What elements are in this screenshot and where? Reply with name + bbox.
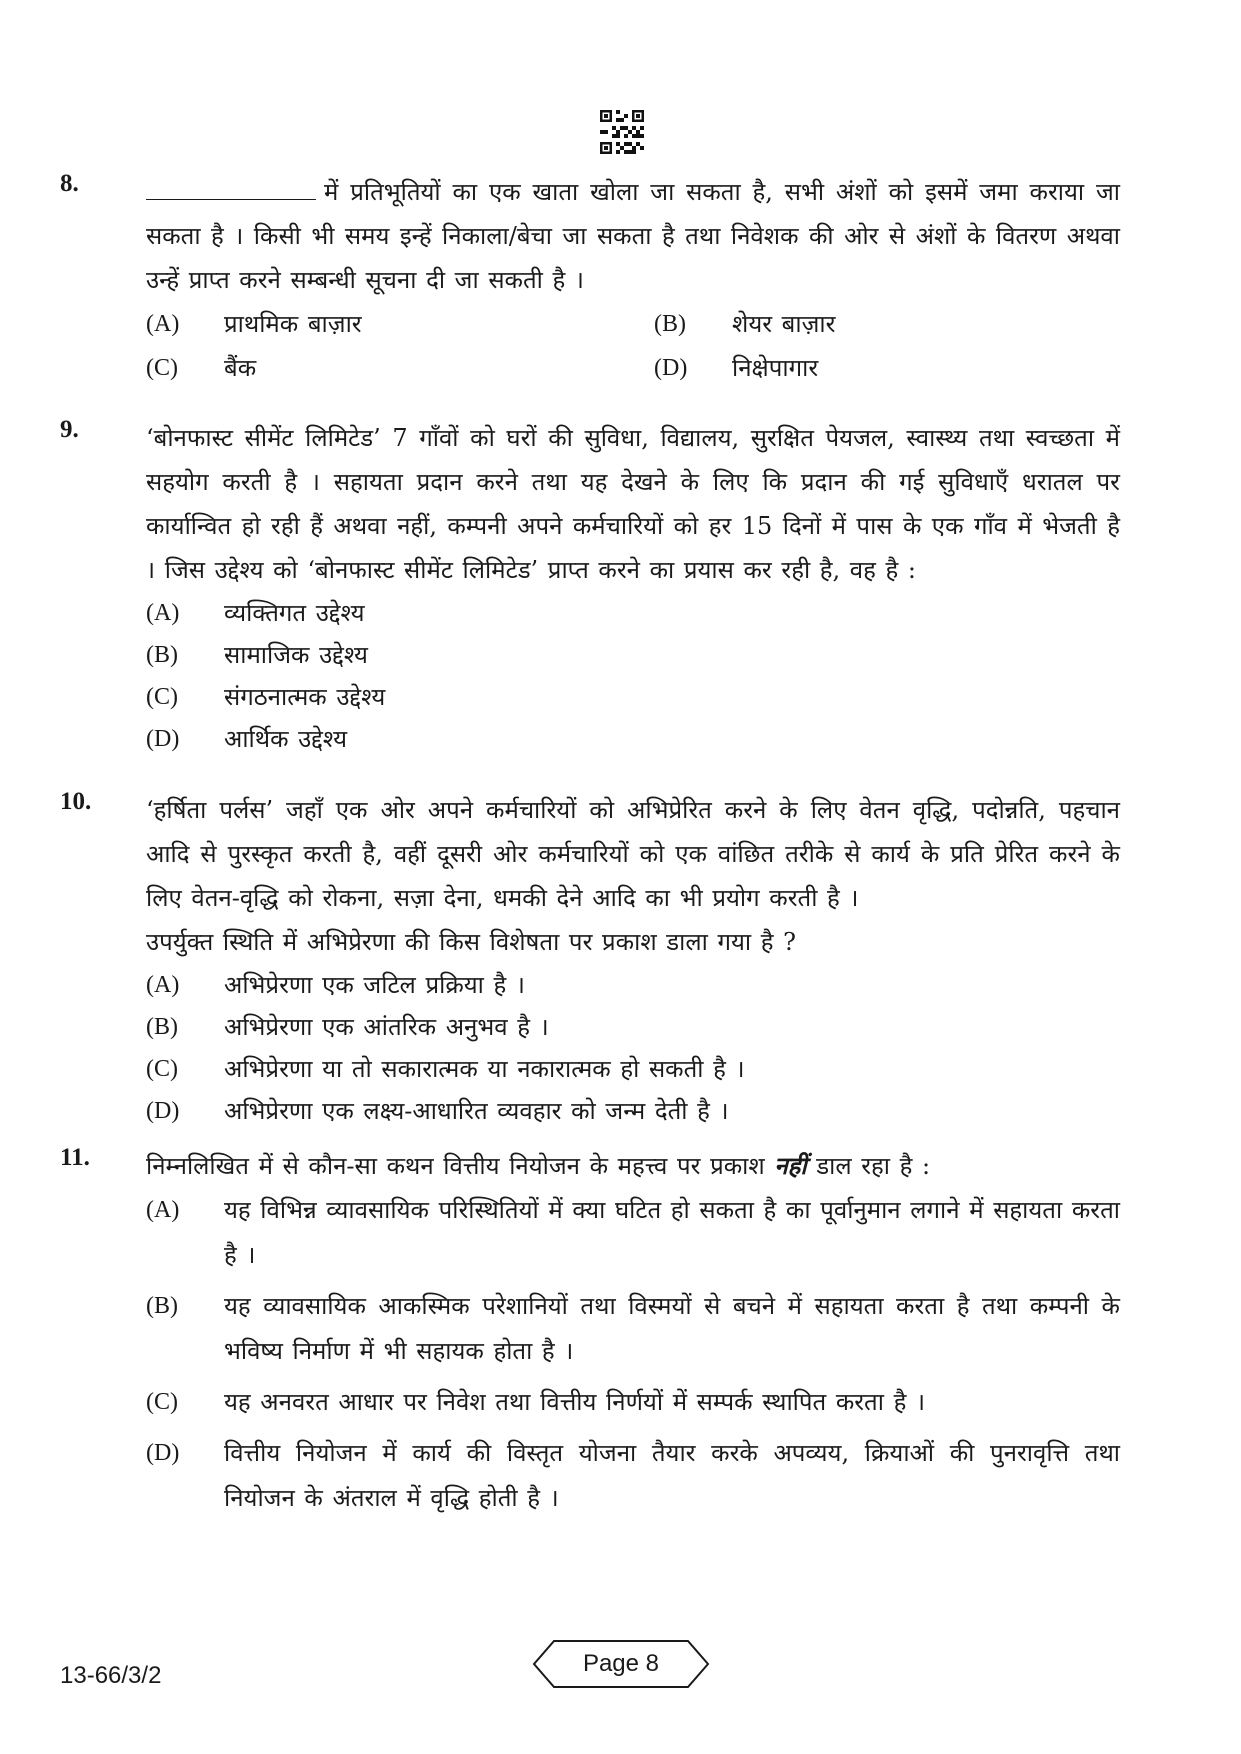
option-text: अभिप्रेरणा या तो सकारात्मक या नकारात्मक हो सकती है । [224,1055,745,1083]
page-label: Page 8 [582,1650,660,1677]
option-label: (A) [146,972,180,998]
option-a [146,302,654,346]
option-b [146,1284,1120,1374]
option-label: (D) [146,1440,180,1466]
option-b [146,1006,1120,1048]
option-a [146,1188,1120,1278]
question-text: निम्नलिखित में से कौन-सा कथन वित्तीय नियोजन के महत्त्व पर प्रकाश नहीं डाल रहा है : [146,1151,931,1180]
option-text: आर्थिक उद्देश्य [224,725,348,753]
option-d [654,346,1162,390]
question-11 [60,1144,1120,1521]
option-label: (D) [146,1098,180,1124]
options-list [146,1188,1120,1521]
option-text: प्राथमिक बाज़ार [224,310,362,338]
option-c [146,346,654,390]
question-content [60,170,1120,1527]
option-c [146,1048,1120,1090]
option-text: व्यक्तिगत उद्देश्य [224,599,365,627]
option-label: (D) [654,355,688,381]
question-text: ‘बोनफास्ट सीमेंट लिमिटेड’ 7 गाँवों को घरों की सुविधा, विद्यालय, सुरक्षित पेयजल, स्वास्थ्य तथा स्वच्छता में सहयोग करती है । सहायता प्रदान करने तथा यह देखने के लिए कि प्रदान की गई सुविधाएँ धरातल पर कार्यान्वित हो रही हैं अथवा नहीं, कम्पनी अपने कर्मचारियों को हर 15 दिनों में पास के एक गाँव में भेजती है । जिस उद्देश्य को ‘बोनफास्ट सीमेंट लिमिटेड’ प्राप्त करने का प्रयास कर रही है, वह है : [146,424,1120,584]
qr-code-icon [600,110,644,154]
option-b [654,302,1162,346]
option-c [146,1380,1120,1425]
question-number: 8. [60,170,79,197]
options-list [146,592,1120,760]
option-text: अभिप्रेरणा एक आंतरिक अनुभव है । [224,1013,549,1041]
option-d [146,1090,1120,1132]
option-label: (D) [146,726,180,752]
option-text: यह व्यावसायिक आकस्मिक परेशानियों तथा विस्मयों से बचने में सहायता करता है तथा कम्पनी के भविष्य निर्माण में भी सहायक होता है । [224,1292,1120,1365]
question-text: में प्रतिभूतियों का एक खाता खोला जा सकता है, सभी अंशों को इसमें जमा कराया जा सकता है । किसी भी समय इन्हें निकाला/बेचा जा सकता है तथा निवेशक की ओर से अंशों के वितरण अथवा उन्हें प्राप्त करने सम्बन्धी सूचना दी जा सकती है । [146,170,1120,302]
option-label: (C) [146,355,178,381]
option-label: (B) [146,1293,178,1319]
options-grid [146,302,1120,390]
question-8 [60,170,1120,390]
option-label: (B) [146,642,178,668]
option-label: (A) [146,1197,180,1223]
options-list [146,964,1120,1132]
question-9 [60,416,1120,760]
option-label: (A) [146,600,180,626]
question-number: 10. [60,788,92,815]
option-text: बैंक [224,354,257,382]
emphasis-not: नहीं [774,1151,807,1180]
option-a [146,964,1120,1006]
option-b [146,634,1120,676]
question-number: 11. [60,1144,90,1171]
option-c [146,676,1120,718]
page-number-badge [530,1637,712,1691]
option-label: (A) [146,311,180,337]
option-text: शेयर बाज़ार [732,310,836,338]
option-text: यह अनवरत आधार पर निवेश तथा वित्तीय निर्णयों में सम्पर्क स्थापित करता है । [224,1388,926,1416]
option-d [146,1431,1120,1521]
option-text: यह विभिन्न व्यावसायिक परिस्थितियों में क्या घटित हो सकता है का पूर्वानुमान लगाने में सहायता करता है । [224,1196,1120,1269]
option-label: (B) [146,1014,178,1040]
fill-in-blank [146,173,316,200]
option-text: वित्तीय नियोजन में कार्य की विस्तृत योजना तैयार करके अपव्यय, क्रियाओं की पुनरावृत्ति तथा नियोजन के अंतराल में वृद्धि होती है । [224,1439,1120,1512]
question-subtext: उपर्युक्त स्थिति में अभिप्रेरणा की किस विशेषता पर प्रकाश डाला गया है ? [146,928,796,956]
option-text: सामाजिक उद्देश्य [224,641,368,669]
option-label: (C) [146,1056,178,1082]
paper-code: 13-66/3/2 [60,1662,162,1689]
option-label: (C) [146,1389,178,1415]
option-text: संगठनात्मक उद्देश्य [224,683,386,711]
option-label: (C) [146,684,178,710]
option-text: निक्षेपागार [732,354,819,382]
option-text: अभिप्रेरणा एक लक्ष्य-आधारित व्यवहार को जन्म देती है । [224,1097,729,1125]
option-d [146,718,1120,760]
option-a [146,592,1120,634]
question-10 [60,788,1120,1132]
option-text: अभिप्रेरणा एक जटिल प्रक्रिया है । [224,971,525,999]
option-label: (B) [654,311,686,337]
question-text: ‘हर्षिता पर्लस’ जहाँ एक ओर अपने कर्मचारियों को अभिप्रेरित करने के लिए वेतन वृद्धि, पदोन्नति, पहचान आदि से पुरस्कृत करती है, वहीं दूसरी ओर कर्मचारियों को एक वांछित तरीके से कार्य के प्रति प्रेरित करने के लिए वेतन-वृद्धि को रोकना, सज़ा देना, धमकी देने आदि का भी प्रयोग करती है । [146,796,1120,912]
question-number: 9. [60,416,79,443]
